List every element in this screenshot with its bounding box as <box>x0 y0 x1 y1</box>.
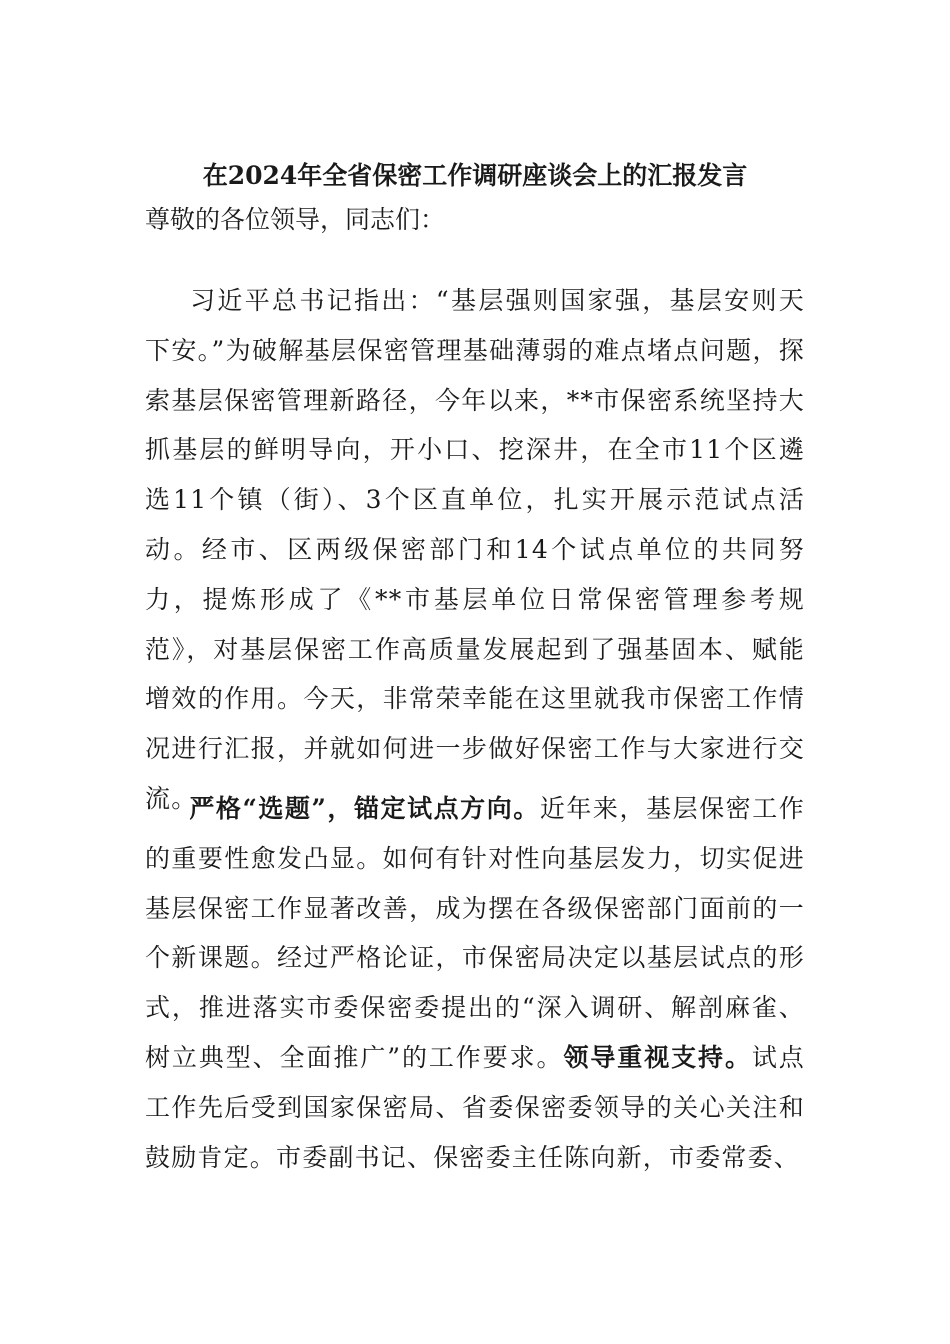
paragraph-intro <box>145 276 805 824</box>
document-title: 在2024年全省保密工作调研座谈会上的汇报发言 <box>202 161 748 190</box>
section-heading: 严格“选题”，锚定试点方向。 <box>189 794 540 823</box>
sub-heading: 领导重视支持。 <box>563 1042 752 1072</box>
salutation: 尊敬的各位领导，同志们： <box>145 205 446 234</box>
paragraph-text: 近年来，基层保密工作的重要性愈发凸显。如何有针对性向基层发力，切实促进基层保密工作显著改善，成为摆在各级保密部门面前的一个新课题。经过严格论证，市保密局决定以基层试点的形式，推进落实市委保密委提出的“深入调研、解剖麻雀、树立典型、全面推广”的工作要求。 <box>145 794 805 1072</box>
paragraph-text: 试点工作先后受到国家保密局、省委保密委领导的关心关注和鼓励肯定。市委副书记、保密委主任陈向新，市委常委、 <box>145 1042 805 1172</box>
paragraph-intro-text: 习近平总书记指出：“基层强则国家强，基层安则天下安。”为破解基层保密管理基础薄弱的难点堵点问题，探索基层保密管理新路径，今年以来，**市保密系统坚持大抓基层的鲜明导向，开小口、挖深井，在全市11个区遴选11个镇（街）、3个区直单位，扎实开展示范试点活动。经市、区两级保密部门和14个试点单位的共同努力，提炼形成了《**市基层单位日常保密管理参考规范》，对基层保密工作高质量发展起到了强基固本、赋能增效的作用。今天，非常荣幸能在这里就我市保密工作情况进行汇报，并就如何进一步做好保密工作与大家进行交流。 <box>145 286 805 813</box>
paragraph-topic-selection <box>145 784 805 1182</box>
